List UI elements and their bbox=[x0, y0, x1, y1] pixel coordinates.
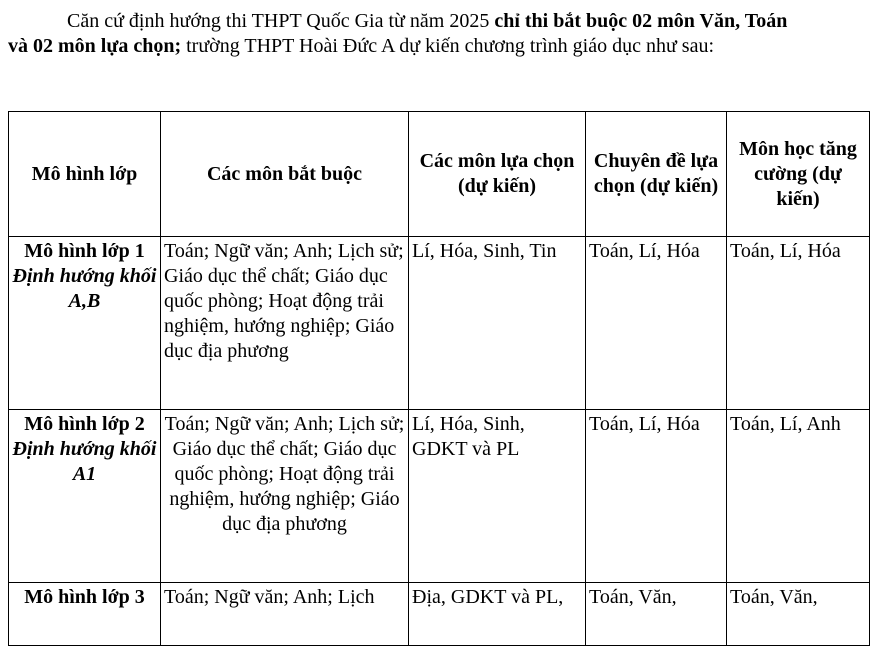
model-orientation: Định hướng khối A1 bbox=[12, 438, 157, 485]
required-subjects-cell: Toán; Ngữ văn; Anh; Lịch sử; Giáo dục thể chất; Giáo dục quốc phòng; Hoạt động trải nghiệm, hướng nghiệp; Giáo dục địa phương bbox=[161, 237, 409, 410]
table-row bbox=[9, 410, 870, 583]
enhanced-subjects-cell: Toán, Lí, Hóa bbox=[727, 237, 870, 410]
model-orientation: Định hướng khối A,B bbox=[12, 265, 157, 312]
model-cell bbox=[9, 410, 161, 583]
table-row bbox=[9, 583, 870, 646]
model-name: Mô hình lớp 1 bbox=[24, 240, 145, 262]
topics-cell: Toán, Lí, Hóa bbox=[586, 237, 727, 410]
enhanced-subjects-cell: Toán, Văn, bbox=[727, 583, 870, 646]
intro-text-start: Căn cứ định hướng thi THPT Quốc Gia từ năm 2025 bbox=[67, 10, 495, 32]
elective-subjects-cell: Địa, GDKT và PL, bbox=[409, 583, 586, 646]
header-topics: Chuyên đề lựa chọn (dự kiến) bbox=[586, 112, 727, 237]
required-subjects-cell: Toán; Ngữ văn; Anh; Lịch bbox=[161, 583, 409, 646]
topics-cell: Toán, Lí, Hóa bbox=[586, 410, 727, 583]
header-required: Các môn bắt buộc bbox=[161, 112, 409, 237]
header-enhanced: Môn học tăng cường (dự kiến) bbox=[727, 112, 870, 237]
enhanced-subjects-cell: Toán, Lí, Anh bbox=[727, 410, 870, 583]
required-subjects-cell: Toán; Ngữ văn; Anh; Lịch sử; Giáo dục thể chất; Giáo dục quốc phòng; Hoạt động trải nghiệm, hướng nghiệp; Giáo dục địa phương bbox=[161, 410, 409, 583]
curriculum-table bbox=[8, 111, 870, 646]
header-electives: Các môn lựa chọn (dự kiến) bbox=[409, 112, 586, 237]
model-name: Mô hình lớp 2 bbox=[24, 413, 145, 435]
topics-cell: Toán, Văn, bbox=[586, 583, 727, 646]
model-cell bbox=[9, 583, 161, 646]
table-row bbox=[9, 237, 870, 410]
model-cell bbox=[9, 237, 161, 410]
intro-text-bold: chỉ thi bắt buộc 02 môn Văn, Toán và 02 môn lựa chọn; bbox=[8, 10, 788, 57]
table-header-row bbox=[9, 112, 870, 237]
intro-paragraph bbox=[8, 9, 808, 59]
header-model: Mô hình lớp bbox=[9, 112, 161, 237]
model-name: Mô hình lớp 3 bbox=[24, 586, 145, 608]
elective-subjects-cell: Lí, Hóa, Sinh, Tin bbox=[409, 237, 586, 410]
elective-subjects-cell: Lí, Hóa, Sinh, GDKT và PL bbox=[409, 410, 586, 583]
intro-text-end: trường THPT Hoài Đức A dự kiến chương trình giáo dục như sau: bbox=[181, 35, 715, 57]
